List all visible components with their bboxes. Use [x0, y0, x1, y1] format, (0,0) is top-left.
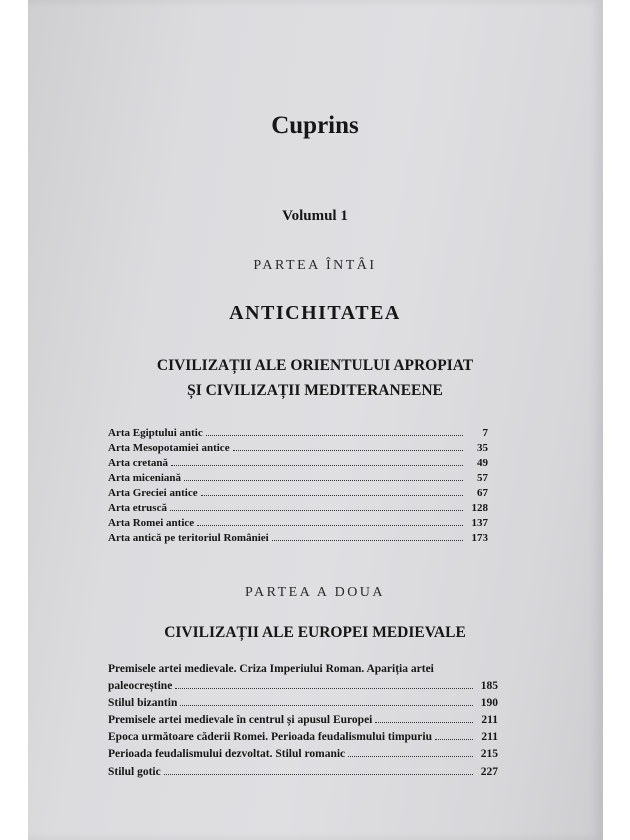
toc-entry: Stilul gotic 227	[108, 766, 498, 778]
section-heading-line1: CIVILIZAȚII ALE ORIENTULUI APROPIAT	[156, 357, 474, 374]
toc-entry: Arta Egiptului antic 7	[108, 427, 488, 439]
page-number: 173	[471, 532, 488, 544]
toc-entry: Arta Romei antice 137	[108, 517, 488, 529]
era-heading: ANTICHITATEA	[229, 302, 401, 324]
page-number: 57	[477, 472, 488, 484]
part-two-label: PARTEA A DOUA	[244, 585, 386, 600]
toc-entry: Perioada feudalismului dezvoltat. Stilul romanic 215	[108, 748, 498, 760]
page-number: 35	[477, 442, 488, 454]
toc-entry: Arta etruscă 128	[108, 502, 488, 514]
toc-entry: Arta Mesopotamiei antice 35	[108, 442, 488, 454]
page-number: 190	[480, 697, 498, 709]
page-number: 67	[477, 487, 488, 499]
toc-entry: Arta antică pe teritoriul României 173	[108, 532, 488, 544]
page-number: 211	[481, 731, 498, 743]
page-number: 137	[471, 517, 488, 529]
toc-entry-intro: Premisele artei medievale. Criza Imperiului Roman. Apariția artei	[108, 663, 434, 675]
toc-entry: paleocreștine 185	[108, 680, 498, 692]
toc-entry: Premisele artei medievale în centrul și apusul Europei 211	[108, 714, 498, 726]
volume-heading: Volumul 1	[282, 208, 348, 224]
page-title: Cuprins	[271, 112, 359, 139]
page-number: 128	[471, 502, 488, 514]
toc-entry: Arta cretană 49	[108, 457, 488, 469]
toc-entry: Epoca următoare căderii Romei. Perioada feudalismului timpuriu 211	[108, 731, 498, 743]
page-number: 227	[480, 766, 498, 778]
page-number: 49	[477, 457, 488, 469]
toc-entry: Arta miceniană 57	[108, 472, 488, 484]
page-number: 7	[482, 427, 488, 439]
section-heading-medieval: CIVILIZAȚII ALE EUROPEI MEDIEVALE	[164, 624, 466, 641]
page-number: 211	[481, 714, 498, 726]
part-one-label: PARTEA ÎNTÂI	[253, 258, 377, 273]
section-heading-line2: ȘI CIVILIZAȚII MEDITERANEENE	[187, 382, 443, 399]
toc-entry: Arta Greciei antice 67	[108, 487, 488, 499]
page-number: 185	[480, 680, 498, 692]
toc-entry: Stilul bizantin 190	[108, 697, 498, 709]
page-number: 215	[480, 748, 498, 760]
